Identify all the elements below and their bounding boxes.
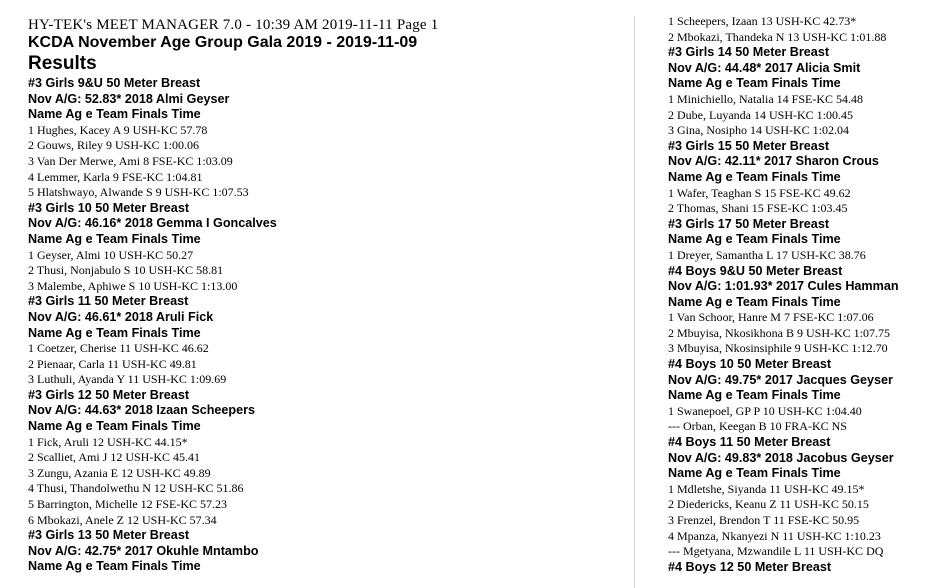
event-title: #3 Girls 15 50 Meter Breast xyxy=(668,138,830,153)
result-row: 4 Lemmer, Karla 9 FSE-KC 1:04.81 xyxy=(28,169,203,184)
column-header: Name Ag e Team Finals Time xyxy=(28,419,201,434)
column-header: Name Ag e Team Finals Time xyxy=(28,107,201,122)
event-title: #3 Girls 17 50 Meter Breast xyxy=(668,216,830,231)
column-header: Name Ag e Team Finals Time xyxy=(668,76,841,91)
result-row: 1 Scheepers, Izaan 13 USH-KC 42.73* xyxy=(668,14,857,28)
right-results-list xyxy=(668,14,938,575)
column-header: Name Ag e Team Finals Time xyxy=(28,325,201,340)
result-row: 2 Gouws, Riley 9 USH-KC 1:00.06 xyxy=(28,138,200,153)
record-line: Nov A/G: 44.63* 2018 Izaan Scheepers xyxy=(28,403,256,418)
column-header: Name Ag e Team Finals Time xyxy=(668,466,841,481)
result-row: 3 Mbuyisa, Nkosinsiphile 9 USH-KC 1:12.70 xyxy=(668,341,888,356)
result-row: 1 Mdletshe, Siyanda 11 USH-KC 49.15* xyxy=(668,481,865,496)
event-title: #3 Girls 13 50 Meter Breast xyxy=(28,528,190,543)
result-row: 1 Hughes, Kacey A 9 USH-KC 57.78 xyxy=(28,122,208,137)
result-row: 4 Thusi, Thandolwethu N 12 USH-KC 51.86 xyxy=(28,481,244,496)
event-title: #4 Boys 11 50 Meter Breast xyxy=(668,435,831,450)
event-title: #3 Girls 9&U 50 Meter Breast xyxy=(28,76,201,90)
result-row: 5 Barrington, Michelle 12 FSE-KC 57.23 xyxy=(28,497,227,512)
result-row: 3 Van Der Merwe, Ami 8 FSE-KC 1:03.09 xyxy=(28,153,233,168)
result-row: 1 Van Schoor, Hanre M 7 FSE-KC 1:07.06 xyxy=(668,310,874,325)
result-row: 1 Swanepoel, GP P 10 USH-KC 1:04.40 xyxy=(668,403,862,418)
event-title: #4 Boys 12 50 Meter Breast xyxy=(668,559,832,574)
result-row: 3 Luthuli, Ayanda Y 11 USH-KC 1:09.69 xyxy=(28,372,227,387)
right-column xyxy=(668,14,938,575)
event-title: #4 Boys 9&U 50 Meter Breast xyxy=(668,263,843,278)
event-title: #3 Girls 10 50 Meter Breast xyxy=(28,200,190,215)
record-line: Nov A/G: 49.75* 2017 Jacques Geyser xyxy=(668,372,893,387)
result-row: 3 Zungu, Azania E 12 USH-KC 49.89 xyxy=(28,465,211,480)
record-line: Nov A/G: 44.48* 2017 Alicia Smit xyxy=(668,60,861,75)
left-column xyxy=(28,16,618,575)
result-row: 2 Dube, Luyanda 14 USH-KC 1:00.45 xyxy=(668,107,853,122)
result-row: 2 Pienaar, Carla 11 USH-KC 49.81 xyxy=(28,356,197,371)
result-row: --- Orban, Keegan B 10 FRA-KC NS xyxy=(668,419,847,434)
result-row: 5 Hlatshwayo, Alwande S 9 USH-KC 1:07.53 xyxy=(28,185,249,200)
result-row: 3 Malembe, Aphiwe S 10 USH-KC 1:13.00 xyxy=(28,278,238,293)
result-row: 3 Gina, Nosipho 14 USH-KC 1:02.04 xyxy=(668,123,850,138)
record-line: Nov A/G: 1:01.93* 2017 Cules Hamman xyxy=(668,279,899,294)
result-row: 1 Wafer, Teaghan S 15 FSE-KC 49.62 xyxy=(668,185,851,200)
record-line: Nov A/G: 42.11* 2017 Sharon Crous xyxy=(668,154,879,169)
report-header: HY-TEK's MEET MANAGER 7.0 - 10:39 AM 2019-11-11 Page 1 xyxy=(28,17,439,33)
record-line: Nov A/G: 42.75* 2017 Okuhle Mntambo xyxy=(28,543,259,558)
meet-title: KCDA November Age Group Gala 2019 - 2019-11-09 xyxy=(28,34,418,51)
result-row: 2 Thusi, Nonjabulo S 10 USH-KC 58.81 xyxy=(28,263,224,278)
result-row: 1 Coetzer, Cherise 11 USH-KC 46.62 xyxy=(28,341,209,356)
event-title: #4 Boys 10 50 Meter Breast xyxy=(668,357,832,372)
column-header: Name Ag e Team Finals Time xyxy=(668,169,841,184)
results-heading: Results xyxy=(28,53,97,74)
event-title: #3 Girls 14 50 Meter Breast xyxy=(668,45,830,60)
result-row: 4 Mpanza, Nkanyezi N 11 USH-KC 1:10.23 xyxy=(668,528,881,543)
column-header: Name Ag e Team Finals Time xyxy=(668,232,841,247)
result-row: 6 Mbokazi, Anele Z 12 USH-KC 57.34 xyxy=(28,512,217,527)
left-results-list xyxy=(28,76,618,575)
record-line: Nov A/G: 46.16* 2018 Gemma I Goncalves xyxy=(28,216,277,231)
column-header: Name Ag e Team Finals Time xyxy=(668,388,841,403)
result-row: 1 Fick, Aruli 12 USH-KC 44.15* xyxy=(28,434,188,449)
event-title: #3 Girls 11 50 Meter Breast xyxy=(28,294,189,309)
result-row: 3 Frenzel, Brendon T 11 FSE-KC 50.95 xyxy=(668,513,860,527)
result-row: 2 Diedericks, Keanu Z 11 USH-KC 50.15 xyxy=(668,497,869,512)
column-header: Name Ag e Team Finals Time xyxy=(28,231,201,246)
column-header: Name Ag e Team Finals Time xyxy=(28,559,201,574)
result-row: 1 Dreyer, Samantha L 17 USH-KC 38.76 xyxy=(668,247,866,262)
column-header: Name Ag e Team Finals Time xyxy=(668,294,841,309)
result-row: 2 Scalliet, Ami J 12 USH-KC 45.41 xyxy=(28,450,201,465)
column-divider xyxy=(634,16,635,588)
record-line: Nov A/G: 52.83* 2018 Almi Geyser xyxy=(28,91,230,106)
result-row: 1 Minichiello, Natalia 14 FSE-KC 54.48 xyxy=(668,91,863,106)
record-line: Nov A/G: 46.61* 2018 Aruli Fick xyxy=(28,309,214,324)
result-row: --- Mgetyana, Mzwandile L 11 USH-KC DQ xyxy=(668,544,884,559)
result-row: 2 Thomas, Shani 15 FSE-KC 1:03.45 xyxy=(668,201,848,216)
result-row: 2 Mbokazi, Thandeka N 13 USH-KC 1:01.88 xyxy=(668,29,887,44)
result-row: 1 Geyser, Almi 10 USH-KC 50.27 xyxy=(28,247,194,262)
event-title: #3 Girls 12 50 Meter Breast xyxy=(28,387,190,402)
result-row: 2 Mbuyisa, Nkosikhona B 9 USH-KC 1:07.75 xyxy=(668,325,891,340)
record-line: Nov A/G: 49.83* 2018 Jacobus Geyser xyxy=(668,450,894,465)
